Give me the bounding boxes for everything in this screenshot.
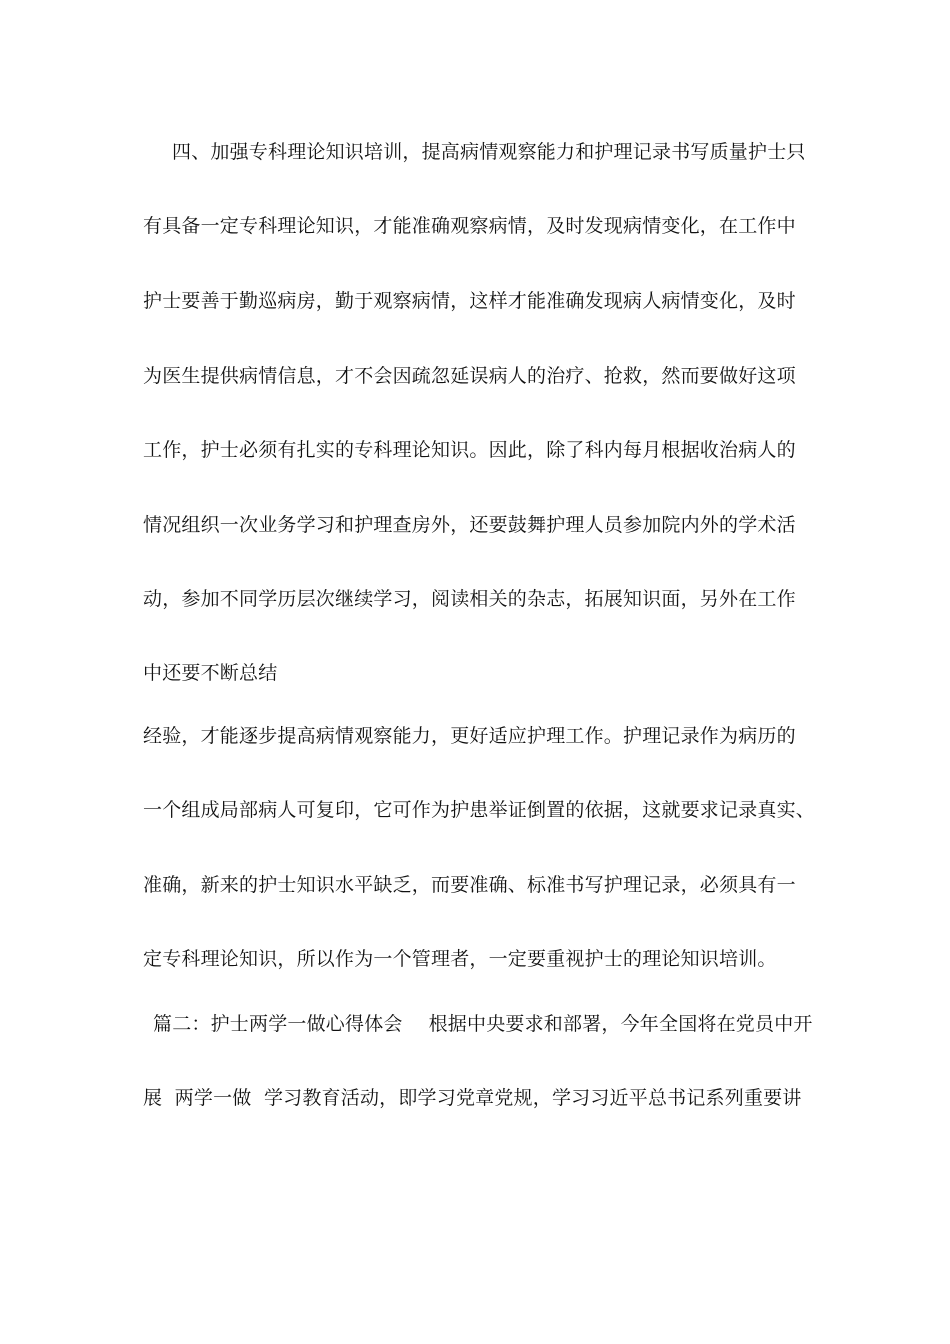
paragraph-line: 护士要善于勤巡病房，勤于观察病情，这样才能准确发现病人病情变化，及时 <box>143 290 796 312</box>
paragraph-line: 中还要不断总结 <box>143 662 278 684</box>
paragraph-line: 展 两学一做 学习教育活动，即学习党章党规，学习习近平总书记系列重要讲 <box>143 1087 802 1109</box>
paragraph-line: 情况组织一次业务学习和护理查房外，还要鼓舞护理人员参加院内外的学术活 <box>143 514 796 536</box>
section-title: 篇二：护士两学一做心得体会 <box>153 1013 403 1035</box>
paragraph-line: 四、加强专科理论知识培训，提高病情观察能力和护理记录书写质量护士只 <box>172 141 806 163</box>
paragraph-line: 经验，才能逐步提高病情观察能力，更好适应护理工作。护理记录作为病历的 <box>143 725 796 747</box>
paragraph-line: 定专科理论知识，所以作为一个管理者，一定要重视护士的理论知识培训。 <box>143 948 777 970</box>
paragraph-line: 一个组成局部病人可复印，它可作为护患举证倒置的依据，这就要求记录真实、 <box>143 799 816 821</box>
paragraph-line: 准确，新来的护士知识水平缺乏，而要准确、标准书写护理记录，必须具有一 <box>143 874 796 896</box>
section-first-line: 根据中央要求和部署，今年全国将在党员中开 <box>428 1013 813 1035</box>
paragraph-line: 工作，护士必须有扎实的专科理论知识。因此，除了科内每月根据收治病人的 <box>143 439 796 461</box>
paragraph-line: 为医生提供病情信息，才不会因疏忽延误病人的治疗、抢救，然而要做好这项 <box>143 365 796 387</box>
paragraph-line: 有具备一定专科理论知识，才能准确观察病情，及时发现病情变化，在工作中 <box>143 215 796 237</box>
paragraph-line: 动，参加不同学历层次继续学习，阅读相关的杂志，拓展知识面，另外在工作 <box>143 588 796 610</box>
section-heading-line <box>153 1012 833 1036</box>
